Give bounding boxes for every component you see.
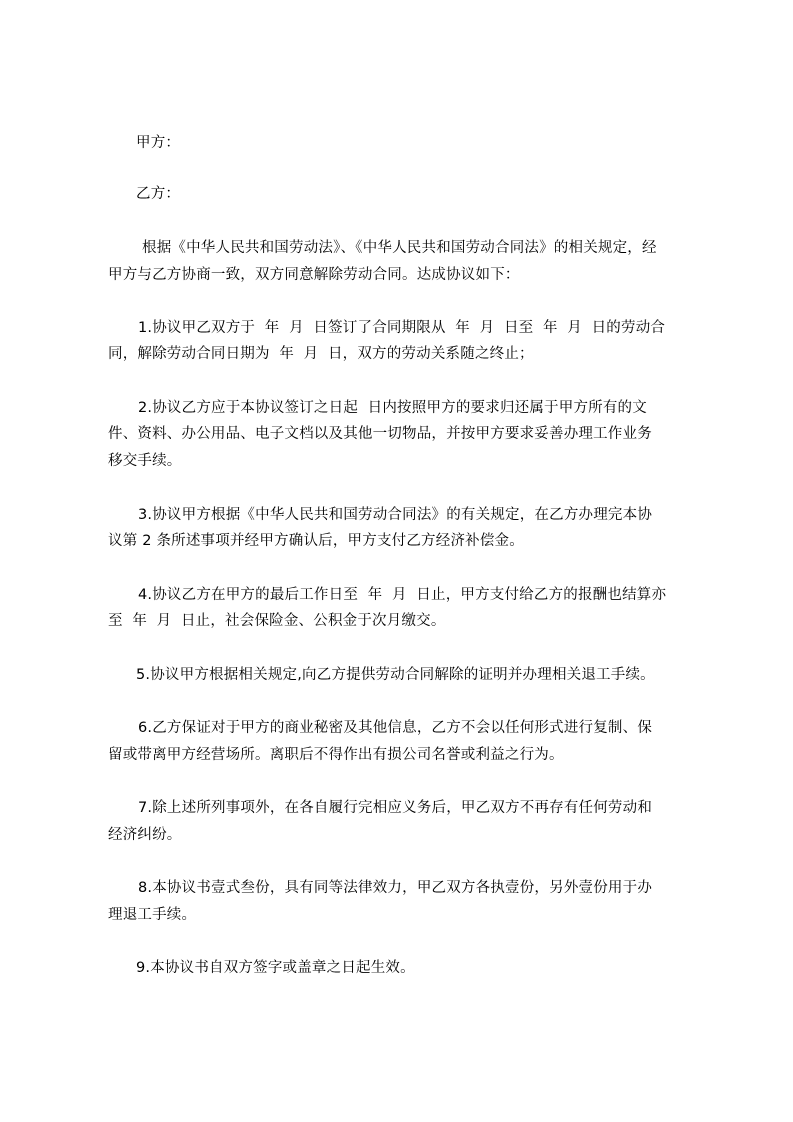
party-a-label: 甲方： (136, 135, 181, 151)
clause-2-line-2: 件、资料、办公用品、电子文档以及其他一切物品，并按甲方要求妥善办理工作业务 (108, 426, 652, 442)
clause-7-line-1: 7.除上述所列事项外，在各自履行完相应义务后，甲乙双方不再存有任何劳动和 (138, 800, 653, 816)
clause-6-line-1: 6.乙方保证对于甲方的商业秘密及其他信息，乙方不会以任何形式进行复制、保 (138, 720, 653, 736)
party-b-label: 乙方： (136, 186, 181, 202)
clause-1-line-1: 1.协议甲乙双方于 年 月 日签订了合同期限从 年 月 日至 年 月 日的劳动合 (138, 320, 666, 336)
clause-4-line-2: 至 年 月 日止，社会保险金、公积金于次月缴交。 (108, 613, 446, 629)
clause-3-line-1: 3.协议甲方根据《中华人民共和国劳动合同法》的有关规定，在乙方办理完本协 (138, 507, 653, 523)
clause-2-line-3: 移交手续。 (108, 453, 182, 469)
clause-1-line-2: 同，解除劳动合同日期为 年 月 日，双方的劳动关系随之终止； (108, 346, 534, 362)
clause-8-line-2: 理退工手续。 (108, 907, 197, 923)
intro-line-1: 根据《中华人民共和国劳动法》、《中华人民共和国劳动合同法》的相关规定，经 (142, 240, 657, 256)
clause-5-line-1: 5.协议甲方根据相关规定,向乙方提供劳动合同解除的证明并办理相关退工手续。 (136, 667, 655, 683)
clause-8-line-1: 8.本协议书壹式叁份，具有同等法律效力，甲乙双方各执壹份，另外壹份用于办 (138, 880, 653, 896)
clause-4-line-1: 4.协议乙方在甲方的最后工作日至 年 月 日止，甲方支付给乙方的报酬也结算亦 (138, 587, 667, 603)
clause-7-line-2: 经济纠纷。 (108, 827, 182, 843)
intro-line-2: 甲方与乙方协商一致，双方同意解除劳动合同。达成协议如下： (108, 267, 520, 283)
clause-2-line-1: 2.协议乙方应于本协议签订之日起 日内按照甲方的要求归还属于甲方所有的文 (138, 400, 647, 416)
clause-6-line-2: 留或带离甲方经营场所。离职后不得作出有损公司名誉或利益之行为。 (108, 747, 564, 763)
clause-3-line-2: 议第 2 条所述事项并经甲方确认后，甲方支付乙方经济补偿金。 (108, 533, 524, 549)
clause-9-line-1: 9.本协议书自双方签字或盖章之日起生效。 (136, 960, 415, 976)
